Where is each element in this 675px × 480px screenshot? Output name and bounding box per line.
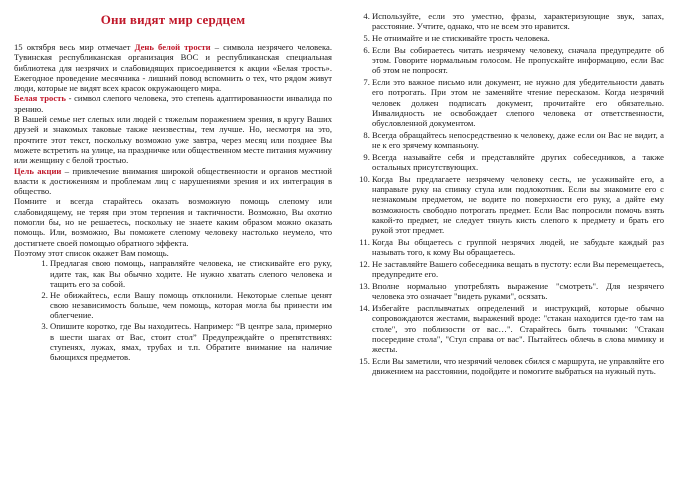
- list-item: 1. Предлагая свою помощь, направляйте человека, не стискивайте его руку, идите так, как Вы обычно ходите. Не нужно хватать слепого человека и тащить его за собой.: [50, 258, 332, 289]
- highlight-white-cane-day: День белой трости: [134, 42, 211, 52]
- list-item: 8. Всегда обращайтесь непосредственно к человеку, даже если он Вас не видит, а не к его зрячему компаньону.: [372, 130, 664, 151]
- list-item: 13. Вполне нормально употреблять выражение "смотреть". Для незрячего человека это означает "видеть руками", осязать.: [372, 281, 664, 302]
- list-item: 14. Избегайте расплывчатых определений и инструкций, которые обычно сопровождаются жестами, выражений вроде: "стакан находится где-то там на столе", это пoблизости от вас…". Старайтесь быть точными: "Стакан посередине стола", "Стул справа от вас". Пытайтесь облечь в слова мимику и жесты.: [372, 303, 664, 354]
- right-column: [352, 0, 664, 378]
- page-title: Они видят мир сердцем: [100, 12, 246, 27]
- list-item: 10. Когда Вы предлагаете незрячему человеку сесть, не усаживайте его, а направьте руку на спинку стула или подлокотник. Если вы знакомите его с незнакомым предметом, не водите по поверхности его руку, а дайте ему возможность свободно потрогать предмет. Если Вас попросили помочь взять какой-то предмет, не следует тянуть кисть слепого к предмету и брать его рукой этот предмет.: [372, 174, 664, 236]
- tips-list-right: [352, 11, 664, 376]
- list-item: 4. Используйте, если это уместно, фразы, характеризующие звук, запах, расстояние. Учтите, однако, что не всем это нравится.: [372, 11, 664, 32]
- intro-paragraph-5: Помните и всегда старайтесь оказать возможную помощь слепому или слабовидящему, не теряя при этом терпения и тактичности. Возможно, Вы охотно помогли бы, но не решаетесь, поскольку не знаете каким образом можно оказать помощь. Или, возможно, Вы поможете слепому человеку настолько неумело, что достигнете своей помощью обратного эффекта.: [14, 196, 332, 248]
- intro-paragraph-1: [14, 42, 332, 93]
- list-item: 9. Всегда называйте себя и представляйте других собеседников, а также остальных присутствующих.: [372, 152, 664, 173]
- list-item: 2. Не обижайтесь, если Вашу помощь отклонили. Некоторые слепые ценят свою независимость больше, чем помощь, которая могла бы принести им облегчение.: [50, 290, 332, 321]
- list-item: 12. Не заставляйте Вашего собеседника вещать в пустоту: если Вы перемещаетесь, предупредите его.: [372, 259, 664, 280]
- highlight-white-cane: Белая трость: [14, 93, 66, 104]
- list-item: 6. Если Вы собираетесь читать незрячему человеку, сначала предупредите об этом. Говорите нормальным голосом. Не пропускайте информацию, если Вас об этом не попросят.: [372, 45, 664, 76]
- list-item: 5. Не отнимайте и не стискивайте трость человека.: [372, 33, 664, 43]
- goal-text: – привлечение внимания широкой общественности и органов местной власти к достижениям и проблемам лиц с нарушениями зрения и их интеграция в общество.: [14, 165, 332, 197]
- highlight-campaign-goal: Цель акции: [14, 165, 62, 176]
- white-cane-definition: [14, 93, 332, 114]
- tips-list-left: [14, 258, 332, 362]
- left-column: [14, 0, 332, 363]
- list-item: 15. Если Вы заметили, что незрячий человек сбился с маршрута, не управляйте его движением на расстоянии, подойдите и помогите выбраться на нужный путь.: [372, 356, 664, 377]
- intro-paragraph-6: Поэтому этот список окажет Вам помощь.: [14, 247, 169, 258]
- definition-text: - символ слепого человека, это степень адаптированности инвалида по зрению.: [14, 93, 332, 114]
- intro-paragraph-3: В Вашей семье нет слепых или людей с тяжелым поражением зрения, в кругу Ваших друзей и знакомых таковые также неизвестны, тем лучше. Но, несмотря на это, прочтите этот текст, поскольку возможно уже завтра, через месяц или позднее Вы можете встретить на улице, на праздничке или общественном месте питания мужчину или женщину с белой тростью.: [14, 114, 332, 166]
- list-item: 7. Если это важное письмо или документ, не нужно для убедительности давать его потрогать. При этом не заменяйте чтение пересказом. Когда незрячий человек должен подписать документ, прочитайте его обязательно. Инвалидность не освобождает слепого человека от ответственности, обусловленной документом.: [372, 77, 664, 128]
- intro-text: – символа незрячего человека. Тувинская республиканская организация ВОС и республиканская специальная библиотека для незрячих и слабовидящих присоединяется к акции «Белая трость». Ежегодное проведение месячника - лишний повод вспомнить о тех, что рядом живут люди, которые не видят всех красок окружающего мира.: [14, 42, 332, 94]
- intro-text: 15 октября весь мир отмечает: [14, 42, 135, 52]
- list-item: 3. Опишите коротко, где Вы находитесь. Например: “В центре зала, примерно в шести шагах от Вас, стоит стол” Предупреждайте о препятствиях: ступенях, лужах, ямах, трубах и т.п. Обратите внимание на наличие бьющихся предметов.: [50, 321, 332, 362]
- list-item: 11. Когда Вы общаетесь с группой незрячих людей, не забудьте каждый раз называть того, к кому Вы обращаетесь.: [372, 237, 664, 258]
- campaign-goal: [14, 166, 332, 197]
